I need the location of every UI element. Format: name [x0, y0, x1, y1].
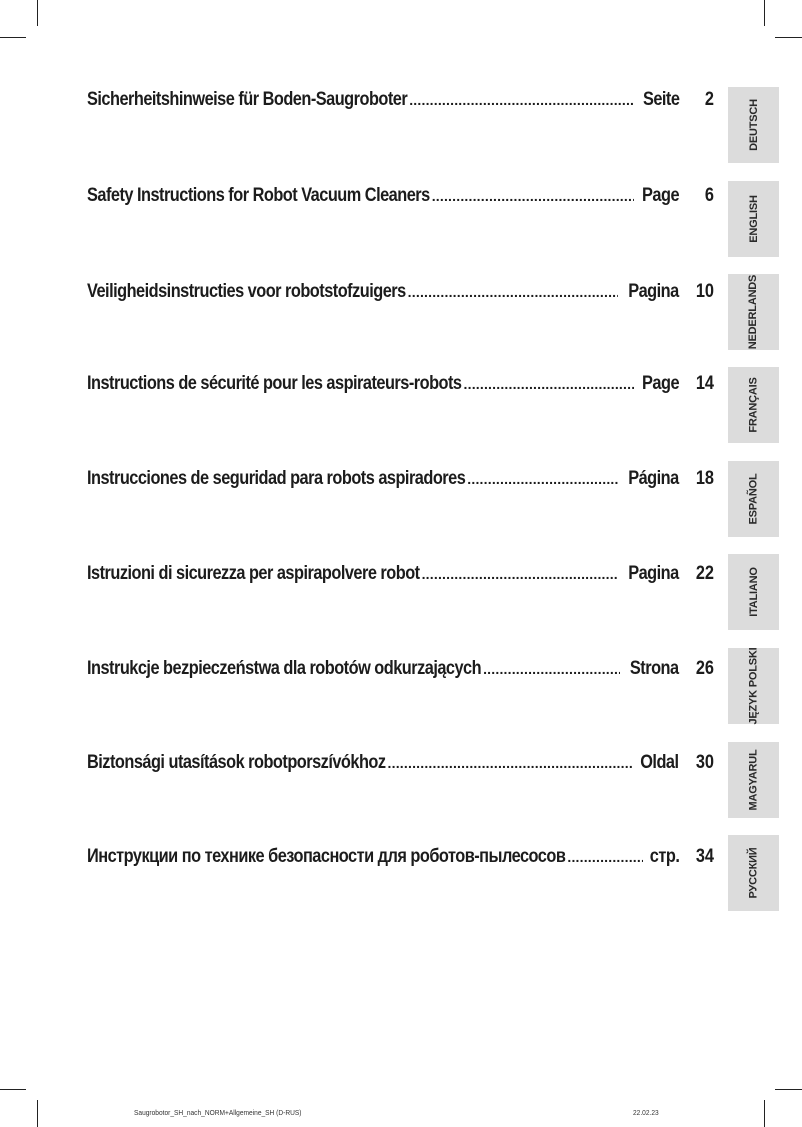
- language-tab-deutsch[interactable]: [728, 87, 779, 163]
- language-tab-label: РУССКИЙ: [747, 847, 760, 899]
- toc-entry-page-label: Página: [628, 468, 679, 489]
- language-tab-label: FRANÇAIS: [747, 377, 760, 433]
- toc-entry-title: Veiligheidsinstructies voor robotstofzuigers: [87, 281, 406, 302]
- toc-entry-deutsch[interactable]: [87, 89, 679, 115]
- language-tab-label: JĘZYK POLSKI: [747, 647, 760, 725]
- dot-leader: [408, 284, 619, 300]
- toc-entry-page-number[interactable]: 6: [704, 185, 714, 206]
- language-tab-nederlands[interactable]: [728, 274, 779, 350]
- toc-entry-page-label: Pagina: [628, 281, 679, 302]
- toc-entry-polski[interactable]: [87, 658, 679, 684]
- toc-entry-page-label: Seite: [642, 89, 679, 110]
- crop-mark-top-right-vertical: [764, 0, 765, 26]
- dot-leader: [388, 755, 633, 771]
- toc-entry-title: Instrukcje bezpieczeństwa dla robotów odkurzających: [87, 658, 482, 679]
- toc-entry-page-number[interactable]: 22: [695, 563, 714, 584]
- toc-entry-title: Instrucciones de seguridad para robots aspiradores: [87, 468, 466, 489]
- language-tab-english[interactable]: [728, 181, 779, 257]
- language-tab-label: MAGYARUL: [747, 749, 760, 811]
- toc-entry-magyarul[interactable]: [87, 752, 679, 778]
- language-tab-magyarul[interactable]: [728, 742, 779, 818]
- toc-entry-francais[interactable]: [87, 373, 679, 399]
- language-tab-label: NEDERLANDS: [747, 274, 760, 350]
- language-tab-label: ITALIANO: [747, 567, 760, 617]
- footer-date: 22.02.23: [633, 1108, 659, 1117]
- dot-leader: [483, 661, 620, 677]
- toc-entry-page-number[interactable]: 2: [704, 89, 714, 110]
- footer-filename: Saugrobotor_SH_nach_NORM+Allgemeine_SH (D-RUS): [134, 1108, 302, 1117]
- toc-entry-title: Instructions de sécurité pour les aspirateurs-robots: [87, 373, 462, 394]
- toc-entry-espanol[interactable]: [87, 468, 679, 494]
- toc-entry-page-number[interactable]: 18: [695, 468, 714, 489]
- language-tab-italiano[interactable]: [728, 554, 779, 630]
- toc-entry-russkiy[interactable]: [87, 846, 679, 872]
- toc-entry-page-number[interactable]: 10: [695, 281, 714, 302]
- toc-entry-page-number[interactable]: 14: [695, 373, 714, 394]
- toc-entry-page-label: Oldal: [640, 752, 679, 773]
- toc-entry-page-label: Page: [642, 373, 679, 394]
- toc-entry-page-number[interactable]: 26: [695, 658, 714, 679]
- crop-mark-top-left-horizontal: [0, 37, 26, 38]
- toc-entry-page-label: стр.: [649, 846, 679, 867]
- crop-mark-top-left-vertical: [37, 0, 38, 26]
- dot-leader: [567, 849, 642, 865]
- language-tab-label: ENGLISH: [747, 195, 760, 243]
- toc-entry-title: Istruzioni di sicurezza per aspirapolvere robot: [87, 563, 420, 584]
- language-tab-polski[interactable]: [728, 648, 779, 724]
- toc-entry-page-label: Pagina: [628, 563, 679, 584]
- crop-mark-bottom-right-horizontal: [775, 1089, 802, 1090]
- toc-entry-page-number[interactable]: 34: [695, 846, 714, 867]
- toc-entry-page-label: Strona: [630, 658, 679, 679]
- dot-leader: [464, 376, 634, 392]
- dot-leader: [432, 188, 634, 204]
- dot-leader: [422, 566, 619, 582]
- dot-leader: [409, 92, 634, 108]
- language-tab-russkiy[interactable]: [728, 835, 779, 911]
- toc-entry-english[interactable]: [87, 185, 679, 211]
- toc-entry-title: Safety Instructions for Robot Vacuum Cleaners: [87, 185, 430, 206]
- crop-mark-bottom-right-vertical: [764, 1100, 765, 1127]
- crop-mark-top-right-horizontal: [775, 37, 802, 38]
- toc-entry-title: Sicherheitshinweise für Boden-Saugroboter: [87, 89, 408, 110]
- toc-entry-page-label: Page: [642, 185, 679, 206]
- toc-entry-page-number[interactable]: 30: [695, 752, 714, 773]
- language-tab-label: ESPAÑOL: [747, 473, 760, 525]
- toc-entry-title: Biztonsági utasítások robotporszívókhoz: [87, 752, 386, 773]
- dot-leader: [467, 471, 618, 487]
- language-tab-label: DEUTSCH: [747, 99, 760, 151]
- crop-mark-bottom-left-horizontal: [0, 1089, 26, 1090]
- language-tab-espanol[interactable]: [728, 461, 779, 537]
- toc-entry-italiano[interactable]: [87, 563, 679, 589]
- toc-entry-nederlands[interactable]: [87, 281, 679, 307]
- crop-mark-bottom-left-vertical: [37, 1100, 38, 1127]
- language-tab-francais[interactable]: [728, 367, 779, 443]
- toc-entry-title: Инструкции по технике безопасности для роботов-пылесосов: [87, 846, 566, 867]
